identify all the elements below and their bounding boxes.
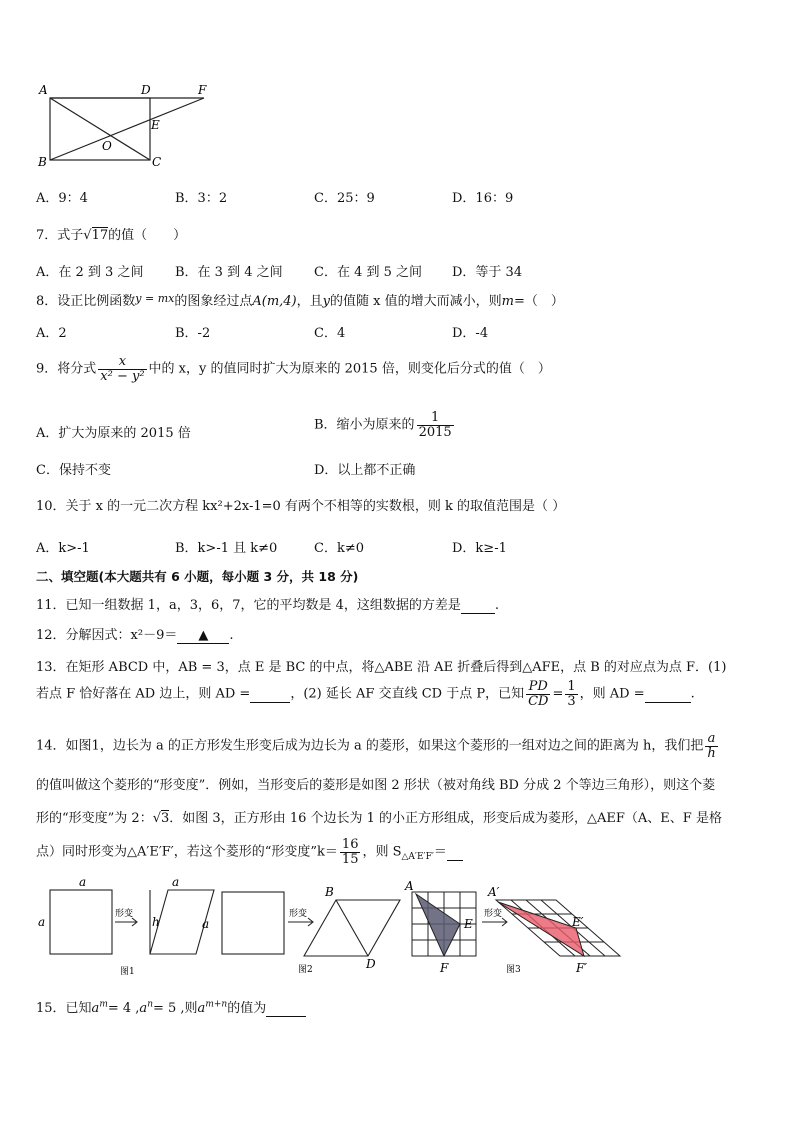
q12-stem: 12．分解因式：x²－9＝ ▲ . bbox=[36, 628, 234, 643]
svg-text:F: F bbox=[440, 961, 449, 975]
label-C: C bbox=[152, 155, 162, 169]
q14-line3: 形的“形变度”为 2：√3．如图 3，正方形由 16 个边长为 1 的小正方形组成，形变后成为菱形，△AEF（A、E、F 是格 bbox=[36, 811, 722, 826]
q6-figure bbox=[36, 80, 216, 172]
svg-text:a: a bbox=[202, 917, 210, 931]
q10-option-a: A．k>-1 bbox=[36, 541, 90, 556]
q14-line2: 的值叫做这个菱形的“形变度”．例如，当形变后的菱形是如图 2 形状（被对角线 BD 分成 2 个等边三角形），则这个菱 bbox=[36, 778, 716, 793]
label-B: B bbox=[38, 155, 47, 169]
q8-stem: 8．设正比例函数$^{y = mx}$的图象经过点A(m,4)，且y的值随 x 值的增大而减小，则m=（ ） bbox=[36, 292, 564, 309]
svg-text:D: D bbox=[366, 957, 376, 971]
svg-text:形变: 形变 bbox=[115, 909, 134, 919]
aef-triangle bbox=[416, 894, 460, 956]
svg-text:A′: A′ bbox=[488, 885, 500, 899]
q9-option-d: D．以上都不正确 bbox=[314, 463, 416, 478]
q6-option-c: C．25：9 bbox=[314, 191, 375, 206]
svg-text:图1: 图1 bbox=[120, 967, 135, 977]
q6-option-a: A．9：4 bbox=[36, 191, 88, 206]
q10-stem: 10．关于 x 的一元二次方程 kx²+2x-1=0 有两个不相等的实数根，则 k 的取值范围是（ ） bbox=[36, 499, 566, 514]
svg-text:A: A bbox=[405, 879, 414, 893]
q8-option-d: D．-4 bbox=[452, 326, 489, 341]
q8-option-b: B．-2 bbox=[175, 326, 211, 341]
svg-text:a: a bbox=[172, 876, 180, 889]
svg-text:形变: 形变 bbox=[289, 909, 308, 919]
q7-option-a: A．在 2 到 3 之间 bbox=[36, 265, 144, 280]
q14-figures bbox=[36, 876, 636, 980]
q7-option-c: C．在 4 到 5 之间 bbox=[314, 265, 423, 280]
q9-fraction: $\frac{x}{\text{x² − y²}}$ bbox=[100, 354, 145, 384]
label-E: E bbox=[151, 118, 160, 132]
svg-text:E′: E′ bbox=[572, 915, 584, 929]
svg-text:a: a bbox=[38, 915, 46, 929]
q10-option-d: D．k≥-1 bbox=[452, 541, 507, 556]
label-D: D bbox=[141, 83, 151, 97]
sqrt-symbol: √ bbox=[152, 811, 161, 826]
q8-option-a: A．2 bbox=[36, 326, 67, 341]
svg-text:图2: 图2 bbox=[298, 965, 313, 975]
q10-option-c: C．k≠0 bbox=[314, 541, 364, 556]
triangle-icon: ▲ bbox=[198, 628, 209, 643]
answer-blank[interactable] bbox=[645, 687, 691, 703]
q6-option-b: B．3：2 bbox=[175, 191, 228, 206]
q9-option-a: A．扩大为原来的 2015 倍 bbox=[36, 426, 191, 441]
answer-blank[interactable] bbox=[250, 687, 290, 703]
label-O: O bbox=[102, 139, 112, 153]
q9-option-b: B．缩小为原来的 $\frac{1}{2015}$ bbox=[314, 410, 452, 440]
q11-stem: 11．已知一组数据 1，a，3，6，7，它的平均数是 4，这组数据的方差是 . bbox=[36, 598, 500, 613]
answer-blank[interactable] bbox=[177, 628, 229, 644]
q6-option-d: D．16：9 bbox=[452, 191, 514, 206]
q7-option-b: B．在 3 到 4 之间 bbox=[175, 265, 283, 280]
q14-line4: 点）同时形变为△A′E′F′，若这个菱形的“形变度”k＝ $\frac{16}{15}$ ，则 $S_{\triangle A'E'F'}=$ bbox=[36, 838, 463, 866]
q7-stem: 7．式子√17的值（ ） bbox=[36, 228, 187, 243]
svg-text:形变: 形变 bbox=[484, 909, 503, 919]
q7-option-d: D．等于 34 bbox=[452, 265, 523, 280]
svg-text:h: h bbox=[152, 915, 160, 929]
sqrt-symbol: √ bbox=[83, 228, 92, 243]
answer-blank[interactable] bbox=[461, 598, 495, 614]
label-A: A bbox=[39, 83, 48, 97]
q9-stem: 9．将分式 $\frac{x}{\text{x² − y²}}$ 中的 x，y 的值同时扩大为原来的 2015 倍，则变化后分式的值（ ） bbox=[36, 354, 551, 384]
section-2-heading: 二、填空题(本大题共有 6 小题，每小题 3 分，共 18 分) bbox=[36, 569, 359, 584]
svg-text:图3: 图3 bbox=[506, 965, 521, 975]
q15-stem: 15．已知$a^m= 4$ $,a^n= 5$ ,则$a^{m+n}$的值为 bbox=[36, 997, 306, 1017]
label-F: F bbox=[198, 83, 207, 97]
q7-radicand: 17 bbox=[91, 228, 109, 243]
q14-line1: 14．如图1，边长为 a 的正方形发生形变后成为边长为 a 的菱形，如果这个菱形的一组对边之间的距离为 h，我们把 $\frac{a}{h}$ bbox=[36, 731, 716, 761]
q13-line1: 13．在矩形 ABCD 中，AB = 3，点 E 是 BC 的中点，将△ABE 沿 AE 折叠后得到△AFE，点 B 的对应点为点 F．(1) bbox=[36, 660, 727, 675]
q10-option-b: B．k>-1 且 k≠0 bbox=[175, 541, 278, 556]
q13-line2: 若点 F 恰好落在 AD 边上，则 AD = ，(2) 延长 AF 交直线 CD 于点 P，已知 $\frac{PD}{CD}$ = $\frac{1}{3}$ ，则 AD = . bbox=[36, 679, 695, 709]
aef-prime-triangle bbox=[498, 902, 584, 956]
svg-text:E: E bbox=[464, 917, 473, 931]
q9-option-c: C．保持不变 bbox=[36, 463, 111, 478]
svg-text:B: B bbox=[325, 885, 334, 899]
q8-option-c: C．4 bbox=[314, 326, 346, 341]
svg-text:a: a bbox=[79, 876, 87, 889]
answer-blank[interactable] bbox=[266, 1001, 306, 1017]
answer-blank[interactable] bbox=[447, 845, 463, 861]
svg-text:F′: F′ bbox=[576, 961, 588, 975]
